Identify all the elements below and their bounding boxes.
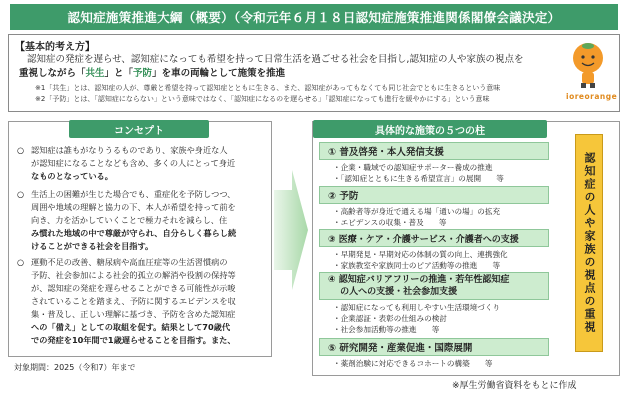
basic-heading: 【基本的考え方】 (15, 42, 95, 53)
page-title: 認知症施策推進大綱（概要）（令和元年６月１８日認知症施策推進関係閣僚会議決定） (10, 4, 618, 30)
concept-p2-line (17, 201, 265, 214)
concept-p1-line (17, 157, 265, 170)
pillar-2-bullet: ・高齢者等が身近で通える場「通いの場」の拡充 (333, 207, 501, 216)
concept-paragraph-3 (17, 256, 265, 347)
right-arrow-icon (274, 170, 308, 290)
concept-p3-line (17, 295, 265, 308)
basic-line-2 (19, 65, 285, 79)
pillar-1-body (333, 162, 545, 184)
basic-line-1: 認知症の発症を遅らせ、認知症になっても希望を持って日常生活を過ごせる社会を目指し,認知症の人や家族の視点を (27, 54, 524, 65)
concept-box (8, 121, 272, 357)
concept-p1-line: ○ 認知症は誰もがなりうるものであり、家族や身近な人 (17, 145, 228, 155)
pillar-3-body (333, 249, 545, 271)
pillar-4-bullet: ・社会参加活動等の推進 等 (333, 325, 440, 335)
concept-p3-line: ○ 運動不足の改善、糖尿病や高血圧症等の生活習慣病の (17, 257, 228, 267)
concept-p3-l1: 予防、社会参加による社会的孤立の解消や役割の保持等 (31, 270, 236, 280)
note-2: ※2「予防」とは、「認知症にならない」という意味ではなく、「認知症になるのを遅らせる」「認知症になっても進行を緩やかにする」という意味 (35, 95, 490, 103)
concept-p3-l5: への「備え」としての取組を促す。結果として70歳代 (31, 322, 231, 332)
pillar-3-bullet: ・家族教室や家族同士のピア活動等の推進 等 (333, 261, 501, 271)
family-perspective-label: 認知症の人や家族の視点の重視 (583, 152, 596, 334)
pillar-1-title: ① 普及啓発・本人発信支援 (319, 142, 549, 160)
concept-p3-l4: 集・普及し、正しい理解に基づき、予防を含めた認知症 (31, 309, 236, 319)
basic-line-2b: 」と「 (104, 68, 134, 79)
concept-p3-l6: での発症を10年間で1歳遅らせることを目指す。また、 (31, 335, 236, 345)
concept-p3-l2: が、認知症の発症を遅らせることができる可能性が示唆 (31, 283, 236, 293)
pillar-2-title: ② 予防 (319, 186, 549, 204)
yobo-label: 予防 (133, 68, 153, 79)
pillar-4-title-line-2: の人への支援・社会参加支援 (328, 287, 458, 297)
family-perspective-bar (575, 134, 603, 352)
kyosei-label: 共生 (85, 68, 105, 79)
pillar-4-title (319, 272, 549, 300)
concept-p2-l4: けることができる社会を目指す。 (31, 241, 154, 251)
concept-p1-l2: なものとなっている。 (31, 171, 113, 181)
concept-p3-line (17, 334, 265, 347)
concept-p3-l3: されていることを踏まえ、予防に関するエビデンスを収 (31, 296, 236, 306)
concept-p3-l0: 運動不足の改善、糖尿病や高血圧症等の生活習慣病の (31, 257, 228, 267)
pillars-header: 具体的な施策の５つの柱 (313, 120, 547, 138)
note-1: ※1「共生」とは、認知症の人が、尊厳と希望を持って認知症とともに生きる、また、認知症があってもなくても同じ社会でともに生きるという意味 (35, 84, 501, 92)
concept-paragraph-2 (17, 188, 265, 253)
concept-p1-l1: が認知症になることなども含め、多くの人にとって身近 (31, 158, 236, 168)
logo-text: ioreorange (566, 92, 618, 101)
pillar-2-body (333, 206, 545, 228)
pillar-4-body (333, 302, 545, 336)
concept-p3-line (17, 321, 265, 334)
pillar-1-bullet: ・「認知症とともに生きる希望宣言」の展開 等 (333, 174, 504, 184)
target-period: 対象期間：2025（令和7）年まで (14, 363, 136, 372)
concept-paragraph-1 (17, 144, 265, 183)
concept-p2-l1: 周囲や地域の理解と協力の下、本人が希望を持って前を (31, 202, 236, 212)
pillar-4-title-line-1: ④ 認知症バリアフリーの推進・若年性認知症 (328, 275, 510, 285)
basic-line-2c: 」を車の両輪として施策を推進 (152, 68, 286, 79)
pillar-3-bullet: ・早期発見・早期対応の体制の質の向上、連携強化 (333, 250, 508, 259)
concept-p2-line (17, 227, 265, 240)
pillar-3-title: ③ 医療・ケア・介護サービス・介護者への支援 (319, 229, 549, 247)
concept-p2-l3: み慣れた地域の中で尊厳が守られ、自分らしく暮らし続 (31, 228, 237, 238)
pillar-4-bullet: ・企業認証・表彰の仕組みの検討 (333, 314, 447, 324)
orange-mascot-logo (568, 38, 608, 90)
pillar-5-bullet: ・薬剤治験に対応できるコホートの構築 等 (333, 359, 493, 368)
concept-p3-line (17, 282, 265, 295)
concept-p2-l0: 生活上の困難が生じた場合でも、重症化を予防しつつ、 (31, 189, 236, 199)
concept-p1-l0: 認知症は誰もがなりうるものであり、家族や身近な人 (31, 145, 228, 155)
concept-p1-line (17, 170, 265, 183)
source-note: ※厚生労働省資料をもとに作成 (452, 381, 577, 391)
concept-p3-line (17, 269, 265, 282)
concept-p3-line (17, 308, 265, 321)
concept-header: コンセプト (69, 120, 209, 138)
pillar-4-bullet: ・認知症になっても利用しやすい生活環境づくり (333, 303, 501, 312)
pillar-1-bullet: ・企業・職域での認知症サポーター養成の推進 (333, 163, 493, 172)
five-pillars-box (312, 121, 620, 376)
pillar-5-title: ⑤ 研究開発・産業促進・国際展開 (319, 338, 549, 356)
concept-p2-line (17, 240, 265, 253)
basic-line-2a: 重視しながら「 (19, 68, 86, 79)
pillar-5-body (333, 358, 545, 369)
concept-p2-l2: 向き、力を活かしていくことで極力それを減らし、住 (31, 215, 228, 225)
concept-p2-line: ○ 生活上の困難が生じた場合でも、重症化を予防しつつ、 (17, 189, 236, 199)
concept-p2-line (17, 214, 265, 227)
basic-concept-box (8, 34, 620, 112)
pillar-2-bullet: ・エビデンスの収集・普及 等 (333, 218, 447, 228)
